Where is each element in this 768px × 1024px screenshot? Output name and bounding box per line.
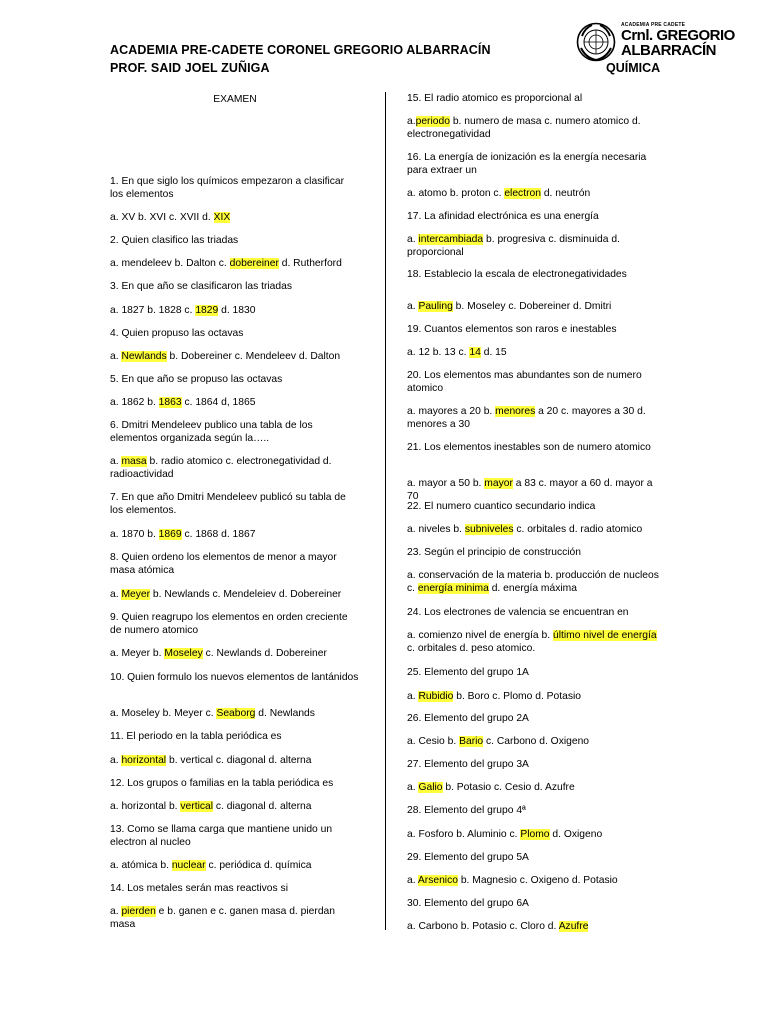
text-segment: a. conservación de la materia b. producción de nucleos c. — [407, 570, 659, 594]
question-text — [407, 712, 662, 725]
question-text — [407, 268, 662, 281]
text-segment: 7. En que año Dmitri Mendeleev publicó su tabla de los elementos. — [110, 492, 346, 516]
text-segment: 26. Elemento del grupo 2A — [407, 713, 529, 724]
text-segment: 30. Elemento del grupo 6A — [407, 898, 529, 909]
question-text — [110, 491, 360, 517]
question-text — [407, 804, 662, 817]
highlighted-answer: Meyer — [121, 589, 151, 600]
text-segment: a. — [407, 116, 416, 127]
answer-options — [407, 874, 662, 887]
answer-options — [407, 346, 662, 359]
question-text — [110, 175, 360, 201]
answer-options — [110, 304, 360, 317]
question-text — [407, 151, 662, 177]
text-segment: a. mayores a 20 b. — [407, 406, 496, 417]
left-column — [110, 92, 360, 930]
highlighted-answer: Azufre — [558, 921, 589, 932]
column-divider — [385, 92, 386, 930]
text-segment: a. atómica b. — [110, 860, 172, 871]
highlighted-answer: Newlands — [121, 351, 167, 362]
question-text — [407, 500, 662, 513]
text-segment: c. 1868 d. 1867 — [181, 529, 256, 540]
academy-logo — [573, 18, 733, 62]
answer-options — [407, 690, 662, 703]
highlighted-answer: Rubidio — [418, 691, 454, 702]
text-segment: d. energía máxima — [488, 583, 577, 594]
text-segment: d. 1830 — [218, 305, 256, 316]
answer-options — [110, 800, 360, 813]
question-text — [110, 777, 360, 790]
un-emblem-icon — [576, 22, 616, 62]
answer-options — [407, 300, 662, 313]
question-text — [110, 671, 360, 684]
logo-line-2: ALBARRACÍN — [621, 42, 716, 59]
text-segment: b. Moseley c. Dobereiner d. Dmitri — [452, 301, 612, 312]
highlighted-answer: menores — [495, 406, 536, 417]
text-segment: a. — [110, 456, 122, 467]
text-segment: a. — [407, 234, 419, 245]
question-text — [110, 234, 360, 247]
text-segment: e b. ganen e c. ganen masa d. pierdan masa — [110, 906, 335, 930]
answer-options — [407, 187, 662, 200]
text-segment: a 20 c. mayores a 30 d. menores a 30 — [407, 406, 646, 430]
text-segment: a. XV b. XVI c. XVII d. — [110, 212, 214, 223]
question-text — [110, 611, 360, 637]
answer-options — [407, 629, 662, 655]
text-segment: a. Carbono b. Potasio c. Cloro d. — [407, 921, 559, 932]
teacher-name: PROF. SAID JOEL ZUÑIGA — [110, 61, 270, 75]
text-segment: a. Meyer b. — [110, 648, 165, 659]
text-segment: 25. Elemento del grupo 1A — [407, 667, 529, 678]
question-text — [407, 897, 662, 910]
question-text — [110, 730, 360, 743]
exam-title: EXAMEN — [213, 94, 257, 105]
question-text — [110, 327, 360, 340]
question-text — [110, 280, 360, 293]
answer-options — [407, 781, 662, 794]
question-text — [110, 551, 360, 577]
text-segment: c. orbitales d. peso atomico. — [407, 643, 536, 654]
text-segment: 21. Los elementos inestables son de numero atomico — [407, 442, 651, 453]
question-text — [407, 666, 662, 679]
text-segment: 8. Quien ordeno los elementos de menor a mayor masa atómica — [110, 552, 337, 576]
text-segment: d. 15 — [480, 347, 507, 358]
highlighted-answer: periodo — [415, 116, 450, 127]
question-text — [407, 323, 662, 336]
text-segment: b. progresiva c. disminuida d. proporcional — [407, 234, 620, 258]
text-segment: d. Newlands — [255, 708, 315, 719]
text-segment: 10. Quien formulo los nuevos elementos de lantánidos — [110, 672, 359, 683]
text-segment: 9. Quien reagrupo los elementos en orden creciente de numero atomico — [110, 612, 348, 636]
text-segment: a. atomo b. proton c. — [407, 188, 505, 199]
text-segment: a. — [110, 906, 122, 917]
answer-options — [110, 647, 360, 660]
text-segment: a 83 c. mayor a 60 d. mayor a 70 — [407, 478, 653, 502]
answer-options — [407, 115, 662, 141]
answer-options — [110, 859, 360, 872]
highlighted-answer: electron — [504, 188, 541, 199]
text-segment: a. 1827 b. 1828 c. — [110, 305, 196, 316]
answer-options — [110, 905, 360, 931]
answer-options — [407, 523, 662, 536]
highlighted-answer: Seaborg — [216, 708, 256, 719]
subject-label: QUÍMICA — [606, 61, 661, 75]
text-segment: b. Dobereiner c. Mendeleev d. Dalton — [166, 351, 341, 362]
text-segment: a. — [407, 301, 419, 312]
text-segment: 28. Elemento del grupo 4ª — [407, 805, 526, 816]
text-segment: 3. En que año se clasificaron las triadas — [110, 281, 293, 292]
text-segment: a. 1862 b. — [110, 397, 159, 408]
text-segment: 4. Quien propuso las octavas — [110, 328, 244, 339]
text-segment: a. — [407, 875, 418, 886]
text-segment: c. Newlands d. Dobereiner — [202, 648, 327, 659]
text-segment: b. Potasio c. Cesio d. Azufre — [442, 782, 575, 793]
question-text — [407, 441, 662, 454]
answer-options — [407, 828, 662, 841]
question-text — [110, 823, 360, 849]
highlighted-answer: masa — [121, 456, 147, 467]
highlighted-answer: nuclear — [171, 860, 206, 871]
answer-options — [110, 396, 360, 409]
text-segment: a. Fosforo b. Aluminio c. — [407, 829, 521, 840]
answer-options — [407, 569, 662, 595]
answer-options — [407, 920, 662, 933]
text-segment: c. 1864 d, 1865 — [181, 397, 256, 408]
text-segment: 18. Establecio la escala de electronegatividades — [407, 269, 627, 280]
question-text — [110, 882, 360, 895]
text-segment: 27. Elemento del grupo 3A — [407, 759, 529, 770]
text-segment: a. mayor a 50 b. — [407, 478, 485, 489]
highlighted-answer: 1863 — [158, 397, 182, 408]
text-segment: 12. Los grupos o familias en la tabla periódica es — [110, 778, 334, 789]
answer-options — [407, 233, 662, 259]
highlighted-answer: 1829 — [195, 305, 219, 316]
logo-small-text: ACADEMIA PRE CADETE — [621, 22, 686, 28]
text-segment: b. numero de masa c. numero atomico d. electronegatividad — [407, 116, 641, 140]
logo-line-1: Crnl. GREGORIO — [621, 27, 735, 44]
question-text — [110, 419, 360, 445]
text-segment: d. neutrón — [540, 188, 591, 199]
text-segment: a. niveles b. — [407, 524, 465, 535]
text-segment: 1. En que siglo los químicos empezaron a clasificar los elementos — [110, 176, 345, 200]
text-segment: 14. Los metales serán mas reactivos si — [110, 883, 288, 894]
text-segment: d. Oxigeno — [549, 829, 603, 840]
text-segment: 13. Como se llama carga que mantiene unido un electron al nucleo — [110, 824, 333, 848]
highlighted-answer: mayor — [484, 478, 513, 489]
text-segment: 16. La energía de ionización es la energía necesaria para extraer un — [407, 152, 647, 176]
highlighted-answer: dobereiner — [229, 258, 279, 269]
question-text — [110, 373, 360, 386]
question-text — [407, 606, 662, 619]
answer-options — [407, 735, 662, 748]
text-segment: b. radio atomico c. electronegatividad d. radioactividad — [110, 456, 332, 480]
school-name: ACADEMIA PRE-CADETE CORONEL GREGORIO ALBARRACÍN — [110, 43, 491, 57]
text-segment: a. — [110, 589, 122, 600]
text-segment: 22. El numero cuantico secundario indica — [407, 501, 596, 512]
text-segment: 23. Según el principio de construcción — [407, 547, 582, 558]
highlighted-answer: Moseley — [164, 648, 203, 659]
highlighted-answer: XIX — [213, 212, 231, 223]
highlighted-answer: horizontal — [121, 755, 167, 766]
text-segment: a. — [407, 782, 419, 793]
highlighted-answer: Bario — [459, 736, 484, 747]
text-segment: 15. El radio atomico es proporcional al — [407, 93, 583, 104]
text-segment: a. Cesio b. — [407, 736, 460, 747]
text-segment: c. diagonal d. alterna — [213, 801, 312, 812]
text-segment: 6. Dmitri Mendeleev publico una tabla de los elementos organizada según la….. — [110, 420, 313, 444]
text-segment: c. orbitales d. radio atomico — [513, 524, 643, 535]
question-text — [407, 758, 662, 771]
text-segment: a. — [110, 755, 122, 766]
text-segment: b. Newlands c. Mendeleiev d. Dobereiner — [150, 589, 342, 600]
text-segment: a. Moseley b. Meyer c. — [110, 708, 217, 719]
answer-options — [407, 405, 662, 431]
question-text — [407, 369, 662, 395]
highlighted-answer: Galio — [418, 782, 443, 793]
text-segment: a. mendeleev b. Dalton c. — [110, 258, 230, 269]
text-segment: c. periódica d. química — [205, 860, 312, 871]
highlighted-answer: pierden — [121, 906, 156, 917]
answer-options — [110, 707, 360, 720]
question-text — [407, 546, 662, 559]
text-segment: 19. Cuantos elementos son raros e inestables — [407, 324, 617, 335]
text-segment: 29. Elemento del grupo 5A — [407, 852, 529, 863]
text-segment: 2. Quien clasifico las triadas — [110, 235, 239, 246]
text-segment: a. — [110, 351, 122, 362]
text-segment: b. vertical c. diagonal d. alterna — [166, 755, 312, 766]
answer-options — [110, 257, 360, 270]
highlighted-answer: subniveles — [464, 524, 514, 535]
answer-options — [110, 211, 360, 224]
highlighted-answer: vertical — [180, 801, 214, 812]
text-segment: a. horizontal b. — [110, 801, 181, 812]
text-segment: a. 12 b. 13 c. — [407, 347, 470, 358]
text-segment: 11. El periodo en la tabla periódica es — [110, 731, 282, 742]
text-segment: c. Carbono d. Oxigeno — [483, 736, 590, 747]
answer-options — [110, 528, 360, 541]
highlighted-answer: energía minima — [417, 583, 489, 594]
question-text — [407, 210, 662, 223]
highlighted-answer: 1869 — [158, 529, 182, 540]
question-text — [407, 92, 662, 105]
text-segment: 5. En que año se propuso las octavas — [110, 374, 283, 385]
highlighted-answer: Plomo — [520, 829, 550, 840]
answer-options — [110, 350, 360, 363]
highlighted-answer: Arsenico — [417, 875, 458, 886]
text-segment: 20. Los elementos mas abundantes son de numero atomico — [407, 370, 642, 394]
text-segment: 17. La afinidad electrónica es una energía — [407, 211, 599, 222]
highlighted-answer: intercambiada — [418, 234, 484, 245]
text-segment: a. — [407, 691, 419, 702]
answer-options — [110, 588, 360, 601]
text-segment: d. Rutherford — [278, 258, 342, 269]
text-segment: a. 1870 b. — [110, 529, 159, 540]
highlighted-answer: último nivel de energía — [552, 630, 657, 641]
question-text — [407, 851, 662, 864]
answer-options — [110, 754, 360, 767]
answer-options — [110, 455, 360, 481]
text-segment: b. Magnesio c. Oxigeno d. Potasio — [457, 875, 618, 886]
text-segment: a. comienzo nivel de energía b. — [407, 630, 553, 641]
text-segment: 24. Los electrones de valencia se encuentran en — [407, 607, 629, 618]
text-segment: b. Boro c. Plomo d. Potasio — [453, 691, 582, 702]
highlighted-answer: Pauling — [418, 301, 453, 312]
highlighted-answer: 14 — [469, 347, 481, 358]
